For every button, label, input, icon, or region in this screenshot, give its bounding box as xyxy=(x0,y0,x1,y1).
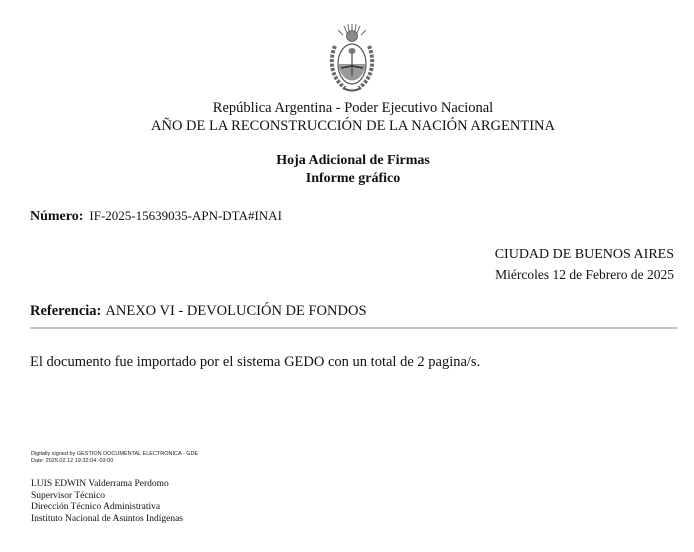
date: Miércoles 12 de Febrero de 2025 xyxy=(495,267,674,282)
document-title: Hoja Adicional de Firmas xyxy=(276,153,430,168)
digital-signature-date: Date: 2025.02.12 19:32:04 -03:00 xyxy=(31,457,114,464)
body-text: El documento fue importado por el sistema GEDO con un total de 2 pagina/s. xyxy=(30,354,481,370)
digital-signature-line: Digitally signed by GESTION DOCUMENTAL ELECTRONICA - GDE xyxy=(31,451,199,457)
signer-block xyxy=(31,479,183,525)
signer-organization: Instituto Nacional de Asuntos Indígenas xyxy=(31,513,183,524)
reference-label: Referencia: xyxy=(30,303,102,319)
coat-of-arms-icon xyxy=(327,22,377,94)
header-government: República Argentina - Poder Ejecutivo Nacional xyxy=(212,100,494,116)
document-number-label: Número: xyxy=(30,209,84,224)
signer-role: Supervisor Técnico xyxy=(31,490,105,501)
city: CIUDAD DE BUENOS AIRES xyxy=(494,247,674,262)
document-number-row xyxy=(30,208,282,225)
signer-name: LUIS EDWIN Valderrama Perdomo xyxy=(31,479,169,489)
divider xyxy=(30,327,677,329)
reference-row xyxy=(30,303,367,320)
document-subtitle: Informe gráfico xyxy=(305,171,401,186)
document-number-value: IF-2025-15639035-APN-DTA#INAI xyxy=(89,208,282,223)
header-year-motto: AÑO DE LA RECONSTRUCCIÓN DE LA NACIÓN ARGENTINA xyxy=(151,118,555,134)
signer-department: Dirección Técnico Administrativa xyxy=(31,502,161,512)
reference-value: ANEXO VI - DEVOLUCIÓN DE FONDOS xyxy=(105,303,367,319)
digital-signature-stamp xyxy=(31,451,198,464)
